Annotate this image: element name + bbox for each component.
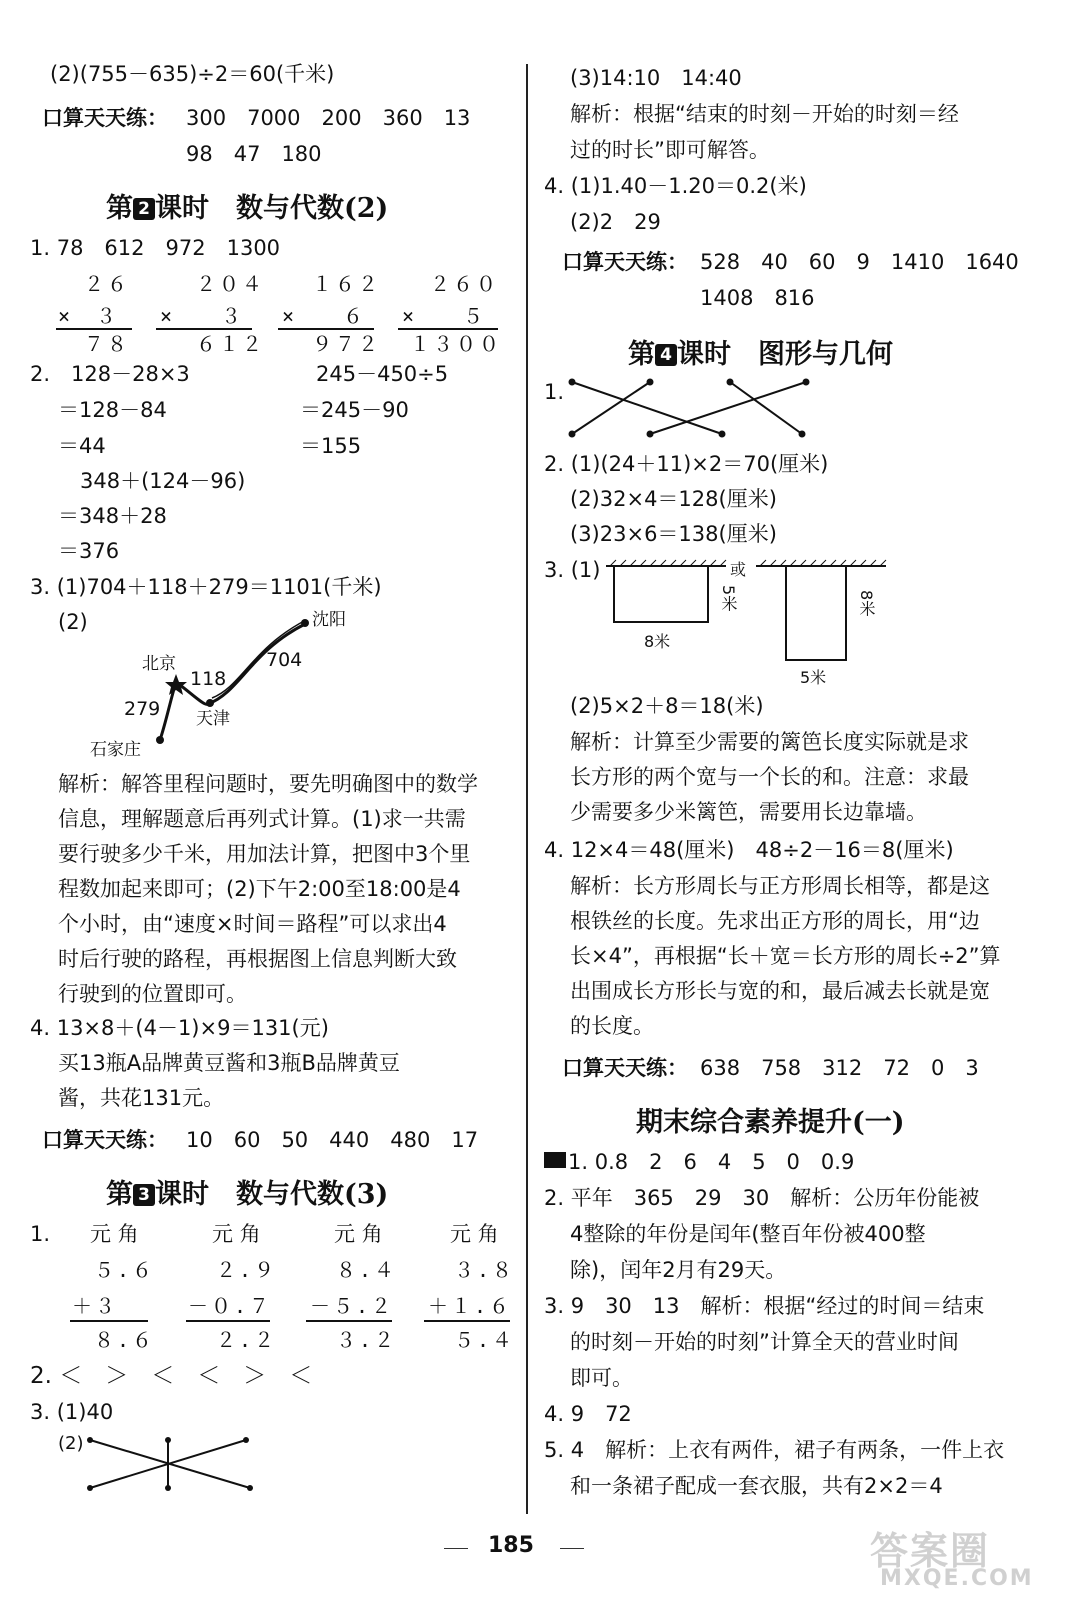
analysis-line: 时后行驶的路程，再根据图上信息判断大致 [58,947,457,971]
r-q3-3: (3)14:10 14:40 [570,66,742,90]
review-part1 [544,1148,854,1176]
review-q1: 1. 0.8 2 6 4 5 0 0.9 [568,1150,855,1174]
vm4-top: ２６０ [430,272,499,296]
analysis-line: 程数加起来即可；(2)下午2:00至18:00是4 [58,877,461,901]
review-q3-3: 即可。 [570,1366,633,1390]
lesson-number-badge: 4 [655,344,677,366]
city-shijiazhuang: 石家庄 [90,740,141,760]
analysis-line: 的长度。 [570,1014,654,1038]
analysis-line: 解析：长方形周长与正方形周长相等，都是这 [570,874,990,898]
kousuan-label: 口算天天练： [42,106,168,130]
city-beijing: 北京 [142,654,176,674]
vm3-top: １６２ [312,272,381,296]
g-q2-2: (2)32×4＝128(厘米) [570,487,777,511]
yuan-jiao-header: 元 角 [90,1222,139,1246]
r-q4-1: 4. (1)1.40－1.20＝0.2(米) [544,174,807,198]
q2-b-line3: ＝155 [300,434,362,458]
vm1-mid: × ３ [58,304,120,328]
yq1-res: ８.６ [94,1328,156,1352]
fence-a-side: 5米 [719,585,738,612]
watermark-url: MXQE.COM [880,1566,1034,1591]
line-2-distance: (2)(755－635)÷2＝60(千米) [50,62,335,86]
review-q2-3: 除)，闰年2月有29天。 [570,1258,787,1282]
analysis-line: 个小时，由“速度×时间＝路程”可以求出4 [58,912,447,936]
g-q2-3: (3)23×6＝138(厘米) [570,522,777,546]
heading-prefix: 第 [106,1179,133,1210]
yq2-rule [186,1320,270,1322]
kousuan-label-4: 口算天天练： [562,1056,688,1080]
q3-part2-label: (2) [58,1433,84,1454]
city-tianjin: 天津 [196,709,230,729]
vm1-top: ２６ [84,272,130,296]
heading-prefix: 第 [106,193,133,224]
vm4-res: １３００ [410,332,502,356]
q4-equation: 4. 13×8＋(4－1)×9＝131(元) [30,1016,329,1040]
page-number: 185 [488,1533,534,1558]
vm2-res: ６１２ [196,332,265,356]
analysis-line: 信息，理解题意后再列式计算。(1)求一共需 [58,807,466,831]
vm2-mid: × ３ [160,304,245,328]
q2-a-line1: 2. 128－28×3 [30,362,190,386]
yq2-res: ２.２ [216,1328,278,1352]
distance-279: 279 [124,698,161,720]
fence-b-bottom: 5米 [800,668,827,687]
review-q2-1: 2. 平年 365 29 30 解析：公历年份能被 [544,1186,980,1210]
kousuan-answers-2: 98 47 180 [186,142,322,166]
analysis-line: 长方形的两个宽与一个长的和。注意：求最 [570,765,969,789]
q2-b-line1: 245－450÷5 [316,362,449,386]
part-one-marker [544,1152,566,1168]
kousuan-label-2: 口算天天练： [42,1128,168,1152]
analysis-line: 长×4”，再根据“长＋宽＝长方形的周长÷2”算 [570,944,1001,968]
analysis-line: 行驶到的位置即可。 [58,982,247,1006]
r-analysis-2: 过的时长”即可解答。 [570,138,770,162]
yq3-rule [306,1320,392,1322]
distance-118: 118 [190,668,227,690]
kousuan-answers-6: 638 758 312 72 0 3 [700,1056,979,1080]
q1-label: 1. [30,1222,51,1246]
review-q5-2: 和一条裙子配成一套衣服，共有2×2＝4 [570,1474,943,1498]
yq1-rule [70,1320,148,1322]
footer-dash [444,1548,468,1549]
yq3-mid: －５.２ [310,1294,395,1318]
q3-part1: 3. (1)704＋118＋279＝1101(千米) [30,575,382,599]
analysis-line: 根铁丝的长度。先求出正方形的周长，用“边 [570,909,980,933]
yq3-top: ８.４ [336,1258,398,1282]
heading-title: 课时 图形与几何 [677,339,893,370]
q2-comparison: 2. ＜ ＞ ＜ ＜ ＞ ＜ [30,1363,313,1389]
review-q4: 4. 9 72 [544,1402,632,1426]
yuan-jiao-header: 元 角 [212,1222,261,1246]
q2-a-line2: ＝128－84 [58,398,167,422]
section-heading-4 [628,332,893,371]
fence-a-bottom: 8米 [644,632,671,651]
kousuan-answers-3: 10 60 50 440 480 17 [186,1128,479,1152]
heading-title: 课时 数与代数(3) [155,1179,389,1210]
review-q3-2: 的时刻－开始的时刻”计算全天的营业时间 [570,1330,959,1354]
section-heading-3 [106,1172,388,1211]
review-q2-2: 4整除的年份是闰年(整百年份被400整 [570,1222,926,1246]
q2-a-line3: ＝44 [58,434,106,458]
review-q5-1: 5. 4 解析：上衣有两件，裙子有两条，一件上衣 [544,1438,1005,1462]
g-q3-2: (2)5×2＋8＝18(米) [570,694,764,718]
analysis-line: 要行驶多少千米，用加法计算，把图中3个里 [58,842,471,866]
city-shenyang: 沈阳 [312,610,346,630]
g-q3-label: 3. (1) [544,558,601,582]
review-q3-1: 3. 9 30 13 解析：根据“经过的时间＝结束 [544,1294,985,1318]
vm3-mid: × ６ [282,304,367,328]
fence-or-label: 或 [730,560,747,579]
column-divider [526,64,528,1514]
q3-part2-label: (2) [58,610,88,634]
q2-c-line1: 348＋(124－96) [80,469,246,493]
yq4-res: ５.４ [454,1328,516,1352]
lesson-number-badge: 3 [133,1184,155,1206]
g-q1-label: 1. [544,380,565,404]
analysis-line: 出围成长方形长与宽的和，最后减去长就是宽 [570,979,990,1003]
yq2-mid: －０.７ [188,1294,273,1318]
q4-answer-1: 买13瓶A品牌黄豆酱和3瓶B品牌黄豆 [58,1051,400,1075]
yuan-jiao-header: 元 角 [450,1222,499,1246]
q3-part1-answer: 3. (1)40 [30,1400,114,1424]
vm4-mid: × ５ [402,304,487,328]
r-analysis-1: 解析：根据“结束的时刻－开始的时刻＝经 [570,102,959,126]
q4-answer-2: 酱，共花131元。 [58,1086,225,1110]
vm3-res: ９７２ [312,332,381,356]
kousuan-answers: 300 7000 200 360 13 [186,106,471,130]
yq1-top: ５.６ [94,1258,156,1282]
vm2-top: ２０４ [196,272,265,296]
q2-b-line2: ＝245－90 [300,398,409,422]
kousuan-label-3: 口算天天练： [562,250,688,274]
q2-c-line2: ＝348＋28 [58,504,167,528]
analysis-line: 解析：计算至少需要的篱笆长度实际就是求 [570,730,969,754]
route-map [130,612,390,752]
matching-lines [86,1436,266,1496]
yq1-mid: ＋３ [72,1294,118,1318]
analysis-line: 解析：解答里程问题时，要先明确图中的数学 [58,772,478,796]
g-q2-1: 2. (1)(24＋11)×2＝70(厘米) [544,452,829,476]
yq4-top: ３.８ [454,1258,516,1282]
watermark-logo: 答案圈 [870,1529,991,1573]
kousuan-answers-4: 528 40 60 9 1410 1640 [700,250,1019,274]
geometry-matching-lines [566,378,826,448]
yq2-top: ２.９ [216,1258,278,1282]
lesson-number-badge: 2 [133,198,155,220]
heading-title: 课时 数与代数(2) [155,193,389,224]
footer-dash [560,1548,584,1549]
r-q4-2: (2)2 29 [570,210,661,234]
g-q4: 4. 12×4＝48(厘米) 48÷2－16＝8(厘米) [544,838,954,862]
yq3-res: ３.２ [336,1328,398,1352]
yq4-rule [424,1320,510,1322]
heading-prefix: 第 [628,339,655,370]
kousuan-answers-5: 1408 816 [700,286,815,310]
q2-c-line3: ＝376 [58,539,120,563]
yq4-mid: ＋１.６ [428,1294,513,1318]
vm1-res: ７８ [84,332,130,356]
distance-704: 704 [266,649,303,671]
yuan-jiao-header: 元 角 [334,1222,383,1246]
fence-b-side: 8米 [857,590,876,617]
q1-answers: 1. 78 612 972 1300 [30,236,281,260]
analysis-line: 少需要多少米篱笆，需要用长边靠墙。 [570,800,927,824]
section-heading-2 [106,186,388,225]
section-heading-review: 期末综合素养提升(一) [636,1107,905,1138]
